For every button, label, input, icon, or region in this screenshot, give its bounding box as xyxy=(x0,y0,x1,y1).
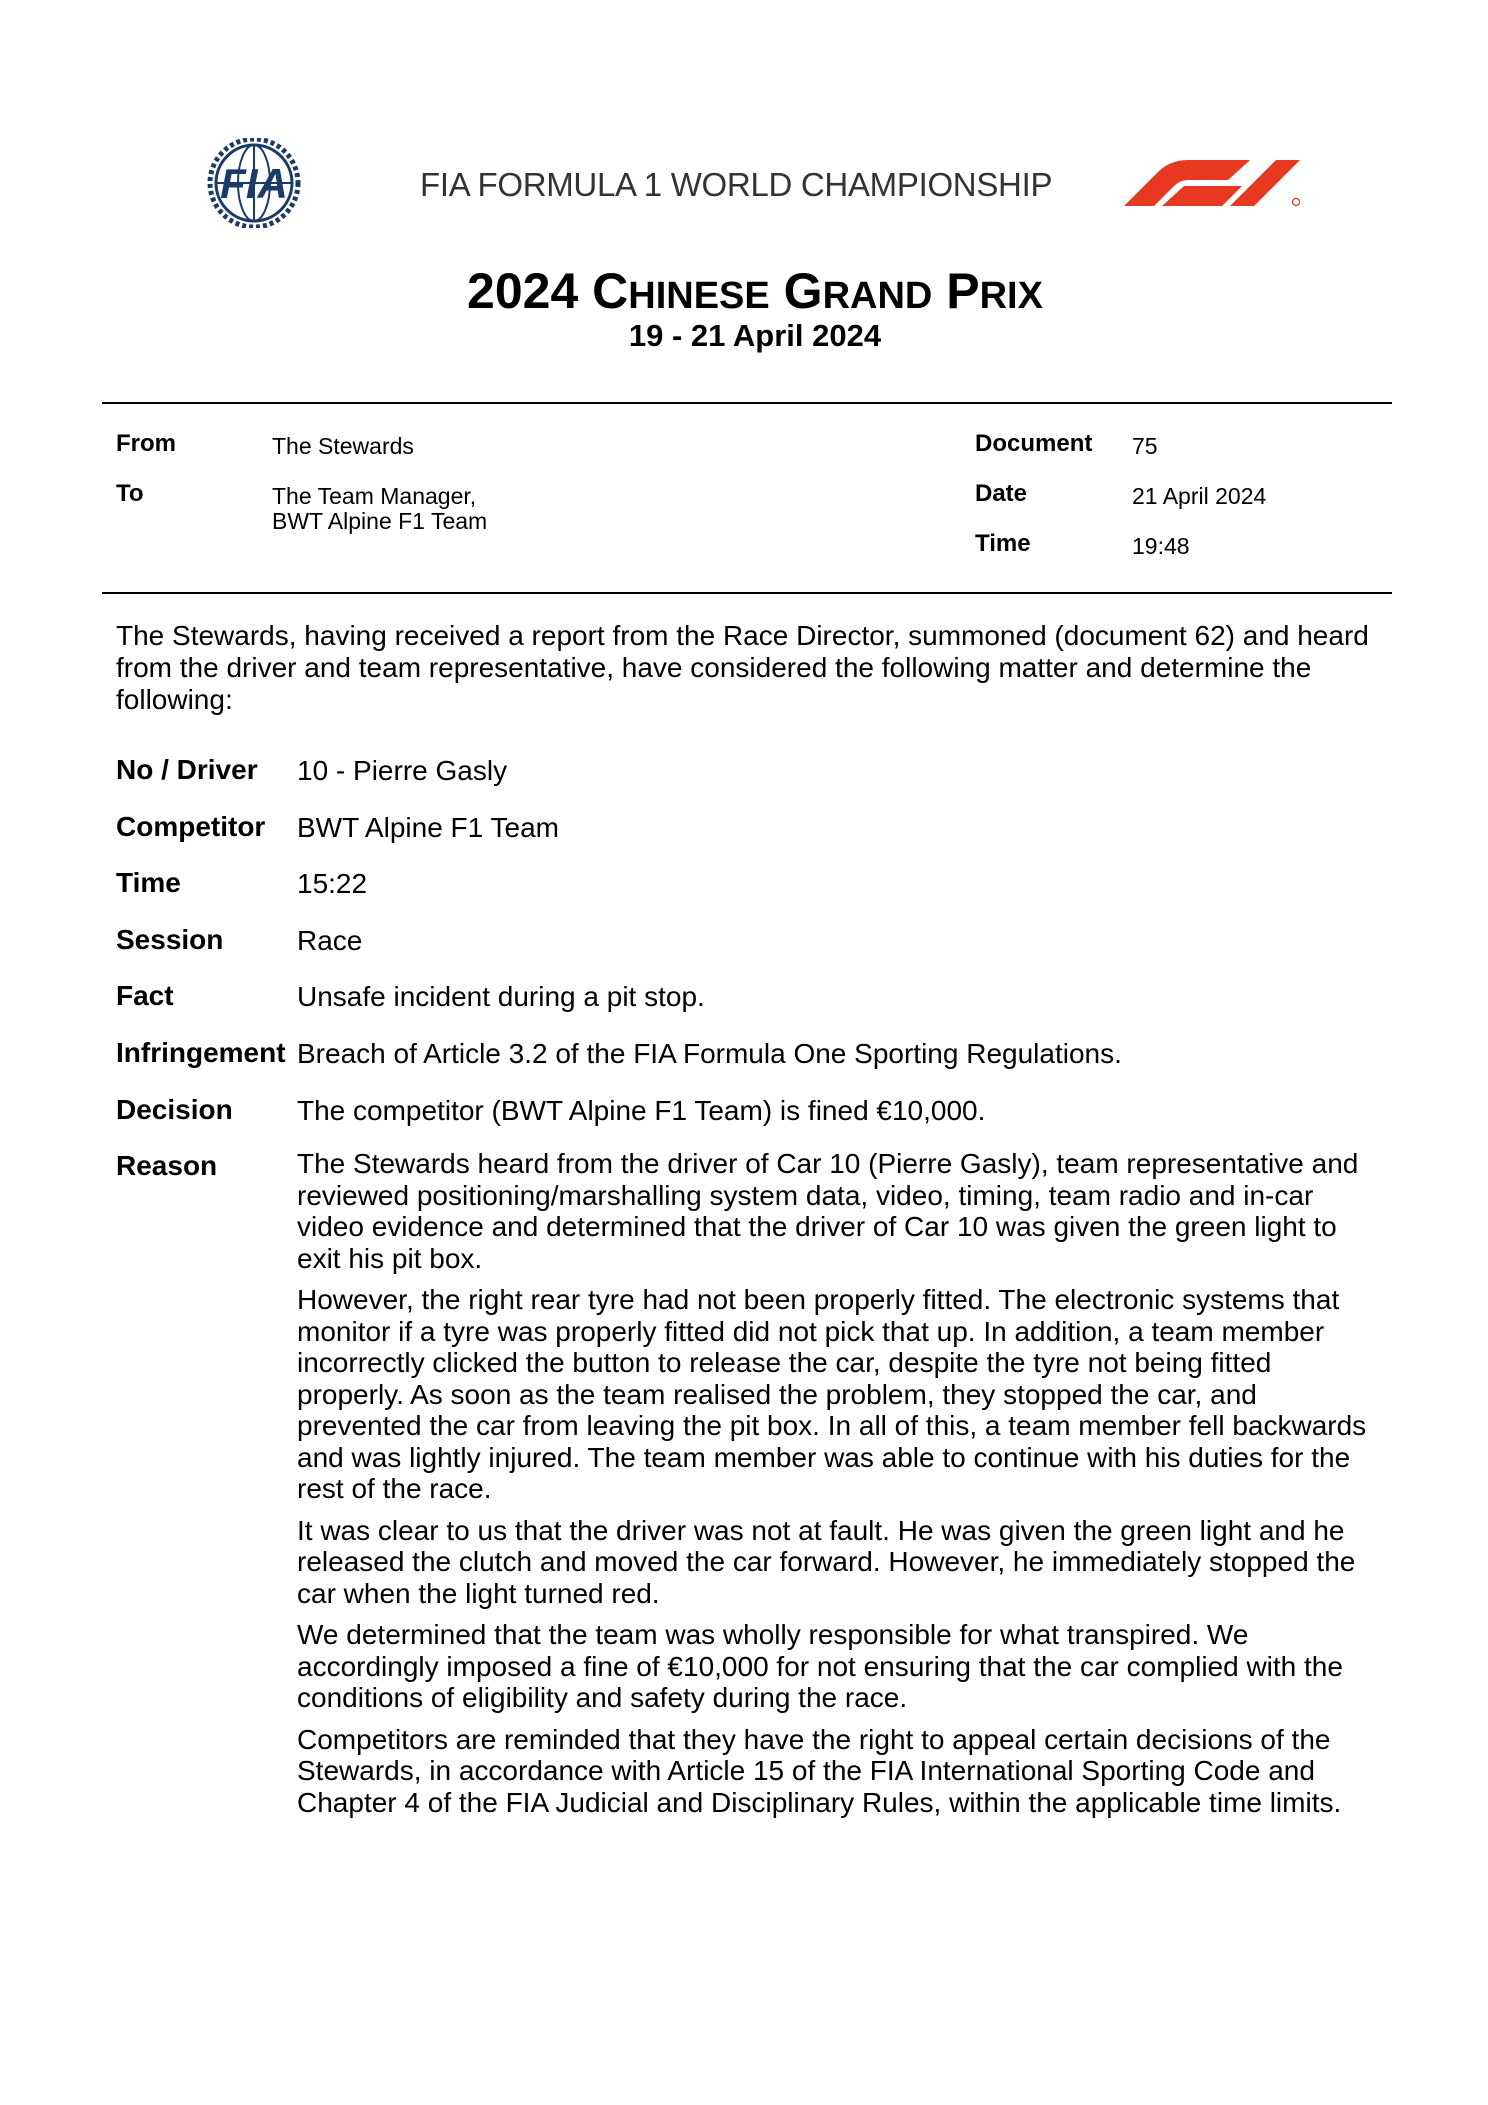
reason-paragraph-2: However, the right rear tyre had not been properly fitted. The electronic systems that monitor if a tyre was properly fitted did not pick that up. In addition, a team member incorrectly clicked the button to release the car, despite the tyre not being fitted properly. As soon as the team realised the problem, they stopped the car, and prevented the car from leaving the pit box. In all of this, a team member fell backwards and was lightly injured. The team member was able to continue with his duties for the rest of the race. xyxy=(297,1284,1367,1504)
session-label: Session xyxy=(116,924,224,955)
fia-logo-text: FIA xyxy=(220,160,288,207)
from-value: The Stewards xyxy=(272,433,414,459)
event-dates: 19 - 21 April 2024 xyxy=(628,318,882,353)
reason-paragraph-5: Competitors are reminded that they have the right to appeal certain decisions of the Stewards, in accordance with Article 15 of the FIA International Sporting Code and Chapter 4 of the FIA Judicial and Disciplinary Rules, within the applicable time limits. xyxy=(297,1723,1342,1818)
event-word3-rest: RIX xyxy=(979,275,1043,317)
time-label: Time xyxy=(975,530,1031,557)
divider-top xyxy=(102,402,1392,404)
time-row-label: Time xyxy=(116,867,181,898)
competitor-value: BWT Alpine F1 Team xyxy=(297,812,559,843)
to-value-line1: The Team Manager, xyxy=(272,483,477,509)
date-value: 21 April 2024 xyxy=(1132,483,1267,509)
reason-paragraph-1: The Stewards heard from the driver of Car 10 (Pierre Gasly), team representative and reviewed positioning/marshalling system data, video, timing, team radio and in-car video evidence and determined that the driver of Car 10 was given the green light to exit his pit box. xyxy=(297,1148,1359,1274)
decision-label: Decision xyxy=(116,1094,233,1125)
driver-label: No / Driver xyxy=(116,754,258,785)
championship-title: FIA FORMULA 1 WORLD CHAMPIONSHIP xyxy=(420,166,1053,203)
reason-paragraph-3: It was clear to us that the driver was not at fault. He was given the green light and he released the clutch and moved the car forward. However, he immediately stopped the car when the light turned red. xyxy=(297,1514,1356,1609)
reason-text xyxy=(297,1148,1377,1828)
fact-value: Unsafe incident during a pit stop. xyxy=(297,981,705,1012)
event-word1-initial: C xyxy=(592,263,629,319)
reason-label: Reason xyxy=(116,1150,218,1181)
document-value: 75 xyxy=(1132,433,1158,459)
date-label: Date xyxy=(975,480,1028,507)
time-value: 19:48 xyxy=(1132,533,1190,559)
intro-paragraph: The Stewards, having received a report from the Race Director, summoned (document 62) and heard from the driver and team representative, have considered the following matter and determine the following: xyxy=(116,620,1369,715)
divider-bottom xyxy=(102,592,1392,594)
to-value-line2: BWT Alpine F1 Team xyxy=(272,508,488,534)
infringement-value: Breach of Article 3.2 of the FIA Formula One Sporting Regulations. xyxy=(297,1038,1122,1069)
infringement-label: Infringement xyxy=(116,1037,286,1068)
event-word3-initial: P xyxy=(946,263,980,319)
f1-logo xyxy=(1122,158,1302,208)
reason-paragraph-4: We determined that the team was wholly responsible for what transpired. We accordingly imposed a fine of €10,000 for not ensuring that the car complied with the conditions of eligibility and safety during the race. xyxy=(297,1619,1343,1713)
event-word1-rest: HINESE xyxy=(628,275,770,317)
to-label: To xyxy=(116,480,144,507)
session-value: Race xyxy=(297,925,363,956)
competitor-label: Competitor xyxy=(116,811,266,842)
fia-logo xyxy=(190,138,318,228)
event-year: 2024 xyxy=(467,263,579,319)
driver-value: 10 - Pierre Gasly xyxy=(297,755,508,786)
time-row-value: 15:22 xyxy=(297,868,368,899)
from-label: From xyxy=(116,430,176,457)
event-word2-rest: RAND xyxy=(822,275,933,317)
fact-label: Fact xyxy=(116,980,174,1011)
event-title xyxy=(0,262,1488,320)
decision-value: The competitor (BWT Alpine F1 Team) is fined €10,000. xyxy=(297,1095,986,1126)
event-word2-initial: G xyxy=(783,263,823,319)
document-label: Document xyxy=(975,430,1093,457)
